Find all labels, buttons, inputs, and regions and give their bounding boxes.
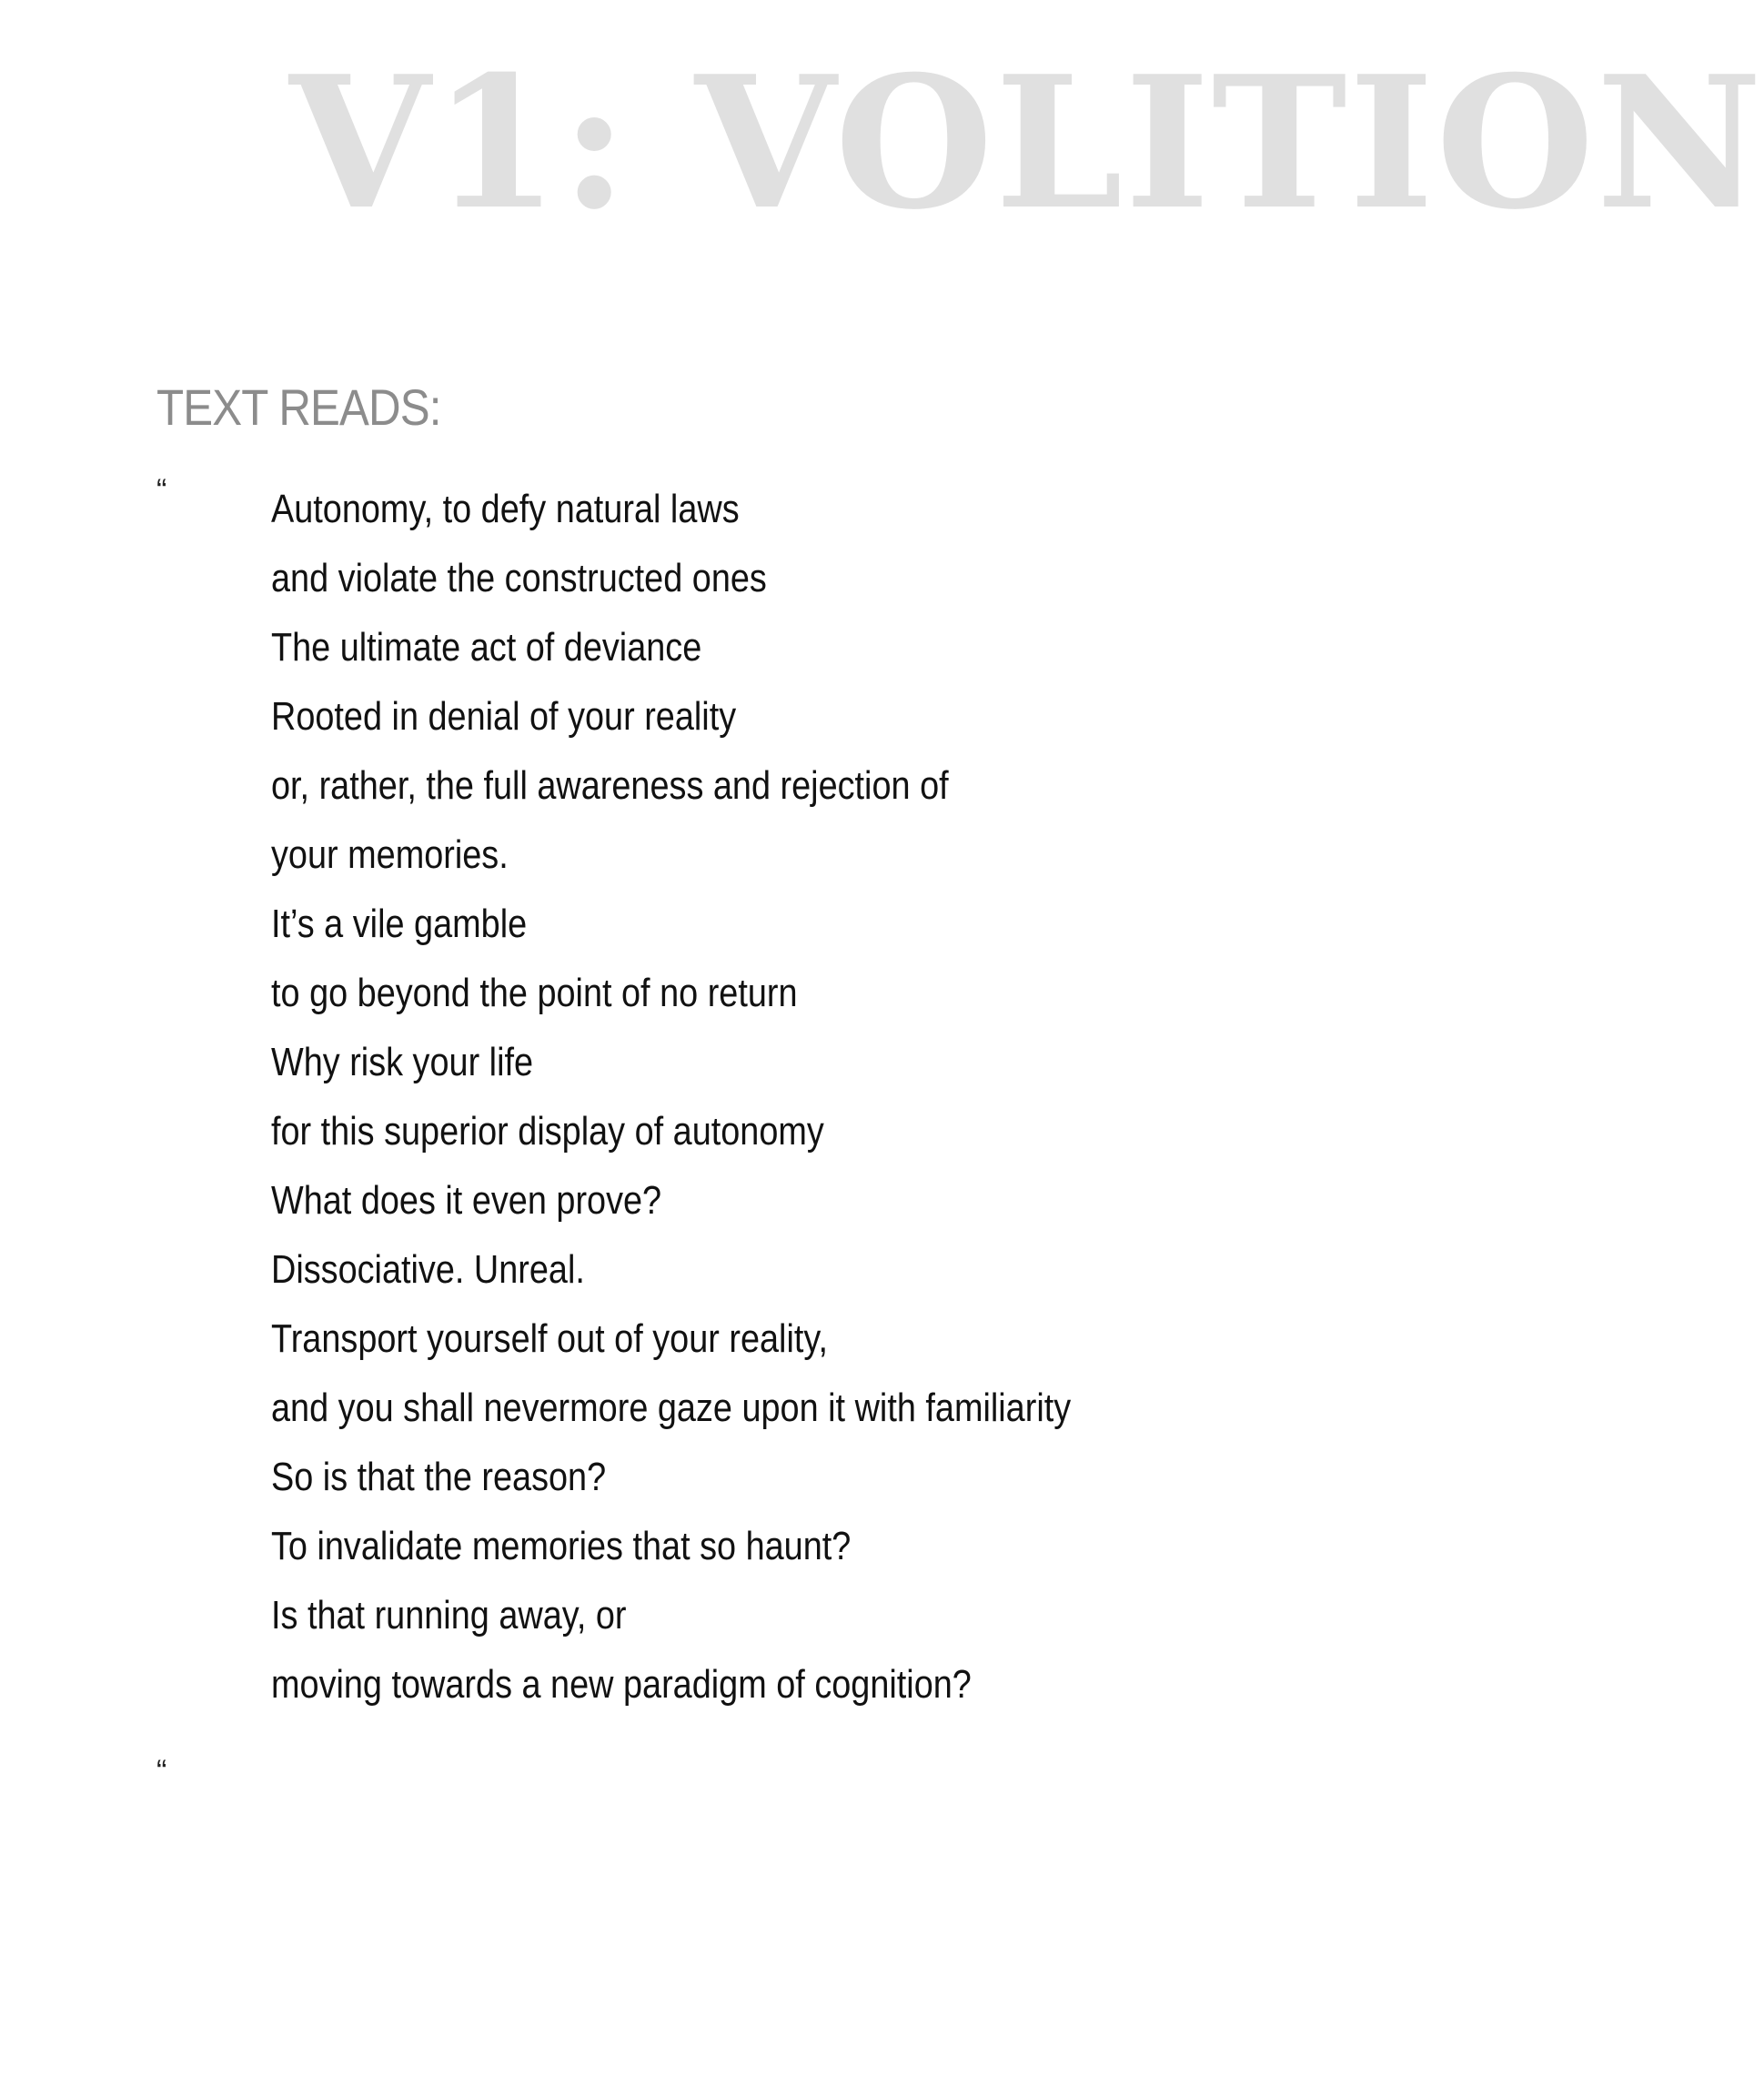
section-label: TEXT READS: — [156, 378, 441, 436]
poem-line: Dissociative. Unreal. — [271, 1247, 585, 1292]
poem-line: So is that the reason? — [271, 1455, 607, 1499]
watermark-title: V1: VOLITION — [289, 36, 1764, 250]
poem-line: Autonomy, to defy natural laws — [271, 487, 740, 531]
poem-line: or, rather, the full awareness and rejection of — [271, 763, 949, 808]
poem-line: and violate the constructed ones — [271, 556, 767, 600]
poem-line: and you shall nevermore gaze upon it with familiarity — [271, 1386, 1072, 1430]
poem-line: It’s a vile gamble — [271, 902, 528, 946]
poem-line: Why risk your life — [271, 1040, 534, 1084]
poem-line: to go beyond the point of no return — [271, 971, 798, 1015]
poem-line: Is that running away, or — [271, 1593, 627, 1638]
poem-text — [271, 475, 1201, 1719]
poem-line: moving towards a new paradigm of cognition? — [271, 1662, 972, 1707]
closing-quote-mark: “ — [156, 1754, 167, 1789]
poem-line: Rooted in denial of your reality — [271, 694, 737, 739]
poem-line: To invalidate memories that so haunt? — [271, 1524, 852, 1568]
poem-line: What does it even prove? — [271, 1178, 662, 1223]
poem-line: for this superior display of autonomy — [271, 1109, 824, 1154]
poem-line: The ultimate act of deviance — [271, 625, 702, 670]
opening-quote-mark: “ — [156, 473, 167, 508]
poem-line: your memories. — [271, 832, 509, 877]
poem-line: Transport yourself out of your reality, — [271, 1316, 829, 1361]
